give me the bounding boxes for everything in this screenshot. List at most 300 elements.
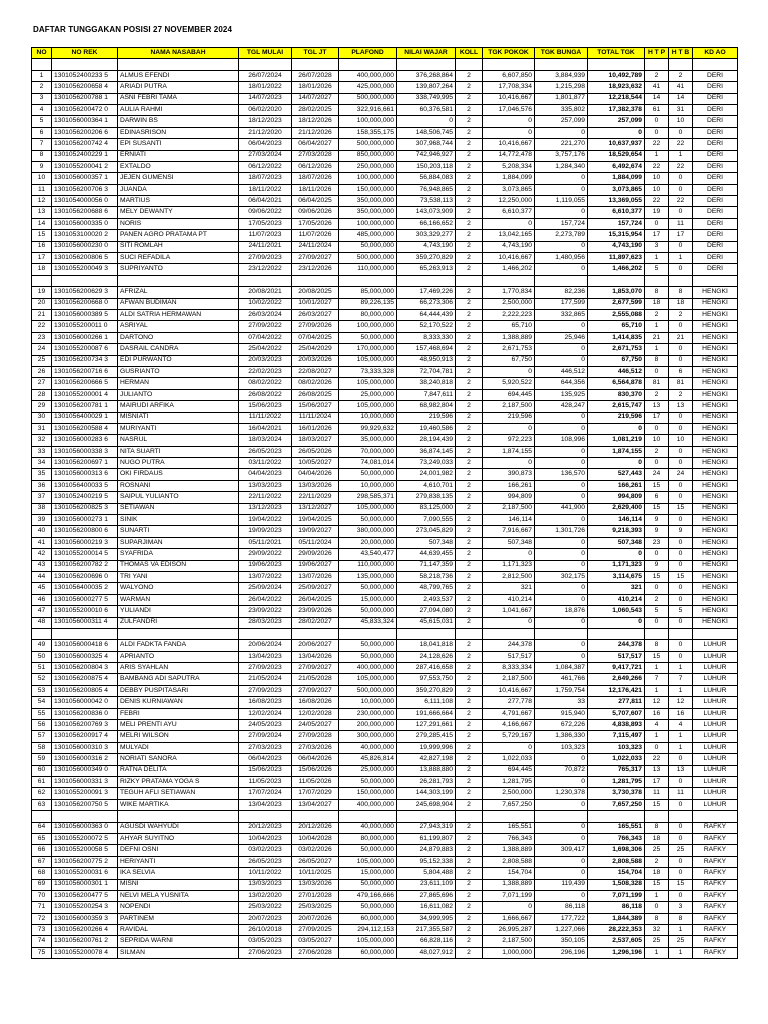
empty-cell	[397, 628, 456, 639]
table-cell: AFRIZAL	[118, 287, 239, 298]
table-cell: 1	[645, 890, 669, 901]
table-cell: 50,000,000	[339, 879, 397, 890]
table-cell: 14	[669, 93, 693, 104]
table-cell: 2	[456, 127, 483, 138]
table-cell: 12,218,544	[588, 93, 645, 104]
table-cell: 1,508,328	[588, 879, 645, 890]
table-row	[32, 515, 738, 526]
table-cell: 43	[32, 560, 52, 571]
empty-cell	[483, 59, 535, 70]
table-cell: 83,125,000	[397, 503, 456, 514]
column-header: TGK POKOK	[483, 48, 535, 59]
table-cell: 1301055200058 5	[52, 845, 118, 856]
column-header: KOLL	[456, 48, 483, 59]
table-cell: 18/12/2023	[239, 116, 292, 127]
table-cell: 05/11/2021	[239, 537, 292, 548]
table-cell: 1301056200716 6	[52, 366, 118, 377]
table-cell: 0	[535, 127, 588, 138]
table-cell: 22	[669, 139, 693, 150]
table-cell: 177,722	[535, 913, 588, 924]
table-cell: DERI	[693, 207, 738, 218]
table-cell: HENGKI	[693, 446, 738, 457]
table-cell: 80,000,000	[339, 309, 397, 320]
table-cell: 13/03/2023	[239, 879, 292, 890]
table-row	[32, 708, 738, 719]
table-cell: 1301055200001 4	[52, 389, 118, 400]
table-cell: LUHUR	[693, 720, 738, 731]
table-cell: 1301056200769 3	[52, 720, 118, 731]
table-cell: 1,386,330	[535, 731, 588, 742]
table-cell: MARTIUS	[118, 196, 239, 207]
table-row	[32, 640, 738, 651]
table-cell: 2	[456, 469, 483, 480]
table-cell: 1301056000301 1	[52, 879, 118, 890]
table-cell: 10/05/2027	[292, 458, 339, 469]
arrears-table	[31, 47, 738, 959]
table-cell: 410,214	[588, 594, 645, 605]
table-cell: 0	[535, 777, 588, 788]
table-cell: 73,333,328	[339, 366, 397, 377]
table-cell: 1	[32, 70, 52, 81]
table-cell: HENGKI	[693, 423, 738, 434]
table-cell: 1,000,000	[483, 947, 535, 958]
table-cell: RAFKY	[693, 833, 738, 844]
table-cell: APRIANTO	[118, 651, 239, 662]
table-cell: 41	[669, 82, 693, 93]
table-cell: 2	[456, 606, 483, 617]
table-cell: 105,000,000	[339, 401, 397, 412]
table-cell: 0	[645, 127, 669, 138]
table-cell: 14	[645, 93, 669, 104]
table-cell: 86,118	[535, 902, 588, 913]
table-cell: 2,500,000	[483, 788, 535, 799]
table-row	[32, 458, 738, 469]
table-cell: 143,073,909	[397, 207, 456, 218]
table-cell: 103,323	[588, 742, 645, 753]
table-cell: 0	[535, 355, 588, 366]
table-cell: 1,666,667	[483, 913, 535, 924]
empty-cell	[292, 811, 339, 822]
table-cell: BAMBANG ADI SAPUTRA	[118, 674, 239, 685]
table-cell: 507,348	[397, 537, 456, 548]
table-cell: 85,000,000	[339, 287, 397, 298]
table-row	[32, 344, 738, 355]
table-cell: 0	[535, 423, 588, 434]
table-cell: 23	[645, 537, 669, 548]
table-cell: 2	[456, 93, 483, 104]
table-cell: 40,000,000	[339, 822, 397, 833]
table-cell: 200,000,000	[339, 720, 397, 731]
table-cell: 2	[456, 537, 483, 548]
table-cell: 56,884,083	[397, 173, 456, 184]
table-cell: 1,414,835	[588, 332, 645, 343]
table-cell: 22/11/2029	[292, 492, 339, 503]
table-cell: 16	[669, 708, 693, 719]
table-row	[32, 799, 738, 810]
table-cell: 219,596	[588, 412, 645, 423]
table-cell: 7,090,555	[397, 515, 456, 526]
table-cell: 16	[645, 708, 669, 719]
table-cell: LUHUR	[693, 651, 738, 662]
table-cell: RAFKY	[693, 856, 738, 867]
table-cell: 50,000,000	[339, 515, 397, 526]
table-cell: 42	[32, 549, 52, 560]
table-cell: 5,920,522	[483, 378, 535, 389]
empty-cell	[52, 59, 118, 70]
table-cell: 24	[32, 344, 52, 355]
table-cell: 70,000,000	[339, 446, 397, 457]
empty-cell	[535, 811, 588, 822]
table-cell: 108,996	[535, 435, 588, 446]
table-cell: RAFKY	[693, 845, 738, 856]
table-cell: 2	[456, 651, 483, 662]
table-cell: 694,445	[483, 765, 535, 776]
table-cell: 23/09/2026	[292, 606, 339, 617]
table-cell: 15	[645, 503, 669, 514]
table-cell: 6	[645, 492, 669, 503]
table-cell: 257,099	[535, 116, 588, 127]
table-cell: 11/05/2023	[239, 777, 292, 788]
table-cell: 2	[456, 332, 483, 343]
empty-cell	[669, 628, 693, 639]
table-cell: 97,553,750	[397, 674, 456, 685]
table-cell: 1,281,795	[483, 777, 535, 788]
empty-cell	[397, 275, 456, 286]
table-cell: RAFKY	[693, 879, 738, 890]
table-row	[32, 127, 738, 138]
table-cell: RAVIDAL	[118, 925, 239, 936]
table-cell: 21/05/2024	[239, 674, 292, 685]
table-cell: 20/08/2025	[292, 287, 339, 298]
table-cell: 10,000,000	[339, 697, 397, 708]
table-cell: HENGKI	[693, 435, 738, 446]
spacer-row	[32, 59, 738, 70]
table-cell: 25	[32, 355, 52, 366]
table-cell: 17	[645, 230, 669, 241]
table-cell: 296,196	[535, 947, 588, 958]
table-cell: 0	[588, 617, 645, 628]
table-cell: 2,555,088	[588, 309, 645, 320]
table-cell: 7,657,250	[483, 799, 535, 810]
table-cell: 10,000,000	[339, 412, 397, 423]
table-cell: 0	[483, 116, 535, 127]
table-cell: 1,022,033	[483, 754, 535, 765]
table-cell: 45,833,324	[339, 617, 397, 628]
table-cell: 53	[32, 685, 52, 696]
table-row	[32, 196, 738, 207]
table-cell: RAFKY	[693, 902, 738, 913]
table-cell: EPI SUSANTI	[118, 139, 239, 150]
table-cell: 10/04/2028	[292, 833, 339, 844]
table-cell: 1,041,667	[483, 606, 535, 617]
table-cell: 52	[32, 674, 52, 685]
table-cell: 4,743,190	[483, 241, 535, 252]
table-cell: 80,000,000	[339, 833, 397, 844]
table-cell: 61	[32, 777, 52, 788]
table-cell: 24,879,883	[397, 845, 456, 856]
table-cell: MELRI WILSON	[118, 731, 239, 742]
table-cell: 4,791,667	[483, 708, 535, 719]
table-cell: DERI	[693, 173, 738, 184]
table-cell: AFWAN BUDIMAN	[118, 298, 239, 309]
table-cell: 338,749,995	[397, 93, 456, 104]
table-cell: LUHUR	[693, 777, 738, 788]
table-cell: 24/05/2023	[239, 720, 292, 731]
table-cell: 13	[669, 765, 693, 776]
table-cell: OKI FIRDAUS	[118, 469, 239, 480]
spacer-row	[32, 811, 738, 822]
table-cell: 26/05/2023	[239, 446, 292, 457]
table-cell: 2	[456, 241, 483, 252]
table-cell: 1,215,298	[535, 82, 588, 93]
table-cell: JEJEN GUMENSI	[118, 173, 239, 184]
table-row	[32, 754, 738, 765]
table-cell: 279,838,135	[397, 492, 456, 503]
empty-cell	[339, 59, 397, 70]
table-cell: 1301056000335 0	[52, 218, 118, 229]
table-cell: 0	[645, 617, 669, 628]
table-row	[32, 936, 738, 947]
table-cell: LUHUR	[693, 697, 738, 708]
table-cell: ASNI FEBRI TAMA	[118, 93, 239, 104]
table-cell: 29	[32, 401, 52, 412]
table-row	[32, 480, 738, 491]
table-cell: 294,112,153	[339, 925, 397, 936]
table-cell: 65,263,913	[397, 264, 456, 275]
table-row	[32, 777, 738, 788]
empty-cell	[588, 811, 645, 822]
table-cell: 10/01/2027	[292, 298, 339, 309]
table-cell: LUHUR	[693, 708, 738, 719]
table-cell: 11/05/2026	[292, 777, 339, 788]
table-cell: 0	[535, 207, 588, 218]
table-cell: 485,000,000	[339, 230, 397, 241]
table-cell: 1301056000331 3	[52, 777, 118, 788]
table-cell: 63	[32, 799, 52, 810]
table-cell: 27/06/2028	[292, 947, 339, 958]
empty-cell	[588, 59, 645, 70]
table-cell: 7	[32, 139, 52, 150]
table-cell: LUHUR	[693, 663, 738, 674]
table-cell: 06/04/2027	[292, 139, 339, 150]
table-cell: MISNI	[118, 879, 239, 890]
table-cell: 1301056200761 2	[52, 936, 118, 947]
table-cell: RAFKY	[693, 868, 738, 879]
table-cell: 21/05/2028	[292, 674, 339, 685]
table-row	[32, 321, 738, 332]
table-cell: 60,000,000	[339, 947, 397, 958]
table-cell: 0	[535, 492, 588, 503]
table-cell: 22	[669, 161, 693, 172]
column-header: H T B	[669, 48, 693, 59]
table-cell: 17	[32, 253, 52, 264]
table-cell: 24,128,626	[397, 651, 456, 662]
table-cell: 11	[32, 184, 52, 195]
table-cell: 14,772,478	[483, 150, 535, 161]
table-cell: NORIS	[118, 218, 239, 229]
table-cell: 0	[669, 822, 693, 833]
table-cell: AHYAR SUYITNO	[118, 833, 239, 844]
table-cell: 321	[588, 583, 645, 594]
table-cell: 4	[32, 104, 52, 115]
table-cell: 18/07/2023	[239, 173, 292, 184]
table-cell: 10	[645, 435, 669, 446]
table-cell: 2	[456, 571, 483, 582]
table-cell: 15/06/2023	[239, 765, 292, 776]
empty-cell	[535, 275, 588, 286]
table-cell: 446,512	[588, 366, 645, 377]
table-cell: 28/02/2027	[292, 617, 339, 628]
table-cell: 0	[669, 423, 693, 434]
table-cell: 2	[456, 845, 483, 856]
empty-cell	[32, 628, 52, 639]
table-cell: 170,000,000	[339, 344, 397, 355]
table-row	[32, 241, 738, 252]
table-cell: 26/10/2018	[239, 925, 292, 936]
table-row	[32, 765, 738, 776]
table-cell: 1,388,889	[483, 845, 535, 856]
table-cell: 15,000,000	[339, 868, 397, 879]
table-cell: 12,250,000	[483, 196, 535, 207]
table-cell: 2	[456, 355, 483, 366]
table-cell: 302,175	[535, 571, 588, 582]
table-cell: 1,084,387	[535, 663, 588, 674]
table-cell: SITI ROMLAH	[118, 241, 239, 252]
table-cell: MISNIATI	[118, 412, 239, 423]
table-cell: 2	[456, 116, 483, 127]
table-cell: 7,071,199	[483, 890, 535, 901]
table-cell: LUHUR	[693, 674, 738, 685]
table-cell: 0	[669, 515, 693, 526]
table-cell: 16/08/2023	[239, 697, 292, 708]
table-cell: 1301056200266 4	[52, 925, 118, 936]
table-cell: HENGKI	[693, 287, 738, 298]
table-cell: YULIANDI	[118, 606, 239, 617]
table-cell: 13	[645, 765, 669, 776]
table-cell: 12	[669, 697, 693, 708]
table-cell: 18	[645, 298, 669, 309]
table-row	[32, 412, 738, 423]
table-cell: 18	[669, 298, 693, 309]
table-cell: 10/11/2025	[292, 868, 339, 879]
table-cell: 50,000,000	[339, 469, 397, 480]
table-cell: 2	[456, 70, 483, 81]
table-cell: 1301056200588 4	[52, 423, 118, 434]
table-row	[32, 287, 738, 298]
table-cell: 1,770,834	[483, 287, 535, 298]
table-cell: 298,585,371	[339, 492, 397, 503]
table-cell: 0	[483, 366, 535, 377]
table-cell: 10	[32, 173, 52, 184]
table-cell: 2	[456, 765, 483, 776]
table-cell: 0	[535, 412, 588, 423]
table-cell: 2	[456, 913, 483, 924]
table-cell: DERI	[693, 104, 738, 115]
table-cell: 03/05/2023	[239, 936, 292, 947]
table-cell: 1,759,754	[535, 685, 588, 696]
table-cell: 2	[456, 754, 483, 765]
table-cell: 05/11/2024	[292, 537, 339, 548]
table-cell: 1,874,155	[483, 446, 535, 457]
table-cell: 7,847,611	[397, 389, 456, 400]
table-cell: 57	[32, 731, 52, 742]
table-cell: LUHUR	[693, 754, 738, 765]
table-cell: 13/04/2023	[239, 799, 292, 810]
table-cell: 507,348	[588, 537, 645, 548]
table-cell: 0	[535, 754, 588, 765]
table-cell: 2	[456, 366, 483, 377]
table-cell: 32	[645, 925, 669, 936]
table-cell: 3,757,176	[535, 150, 588, 161]
table-cell: 1	[645, 731, 669, 742]
table-cell: 27,865,696	[397, 890, 456, 901]
table-cell: 35,000,000	[339, 435, 397, 446]
table-cell: 52,170,522	[397, 321, 456, 332]
table-cell: 350,105	[535, 936, 588, 947]
table-cell: 2	[456, 925, 483, 936]
table-cell: 27/03/2023	[239, 742, 292, 753]
table-cell: 1301056000338 3	[52, 446, 118, 457]
table-cell: 71	[32, 902, 52, 913]
table-cell: 25	[645, 936, 669, 947]
table-cell: 110,000,000	[339, 560, 397, 571]
table-row	[32, 423, 738, 434]
table-row	[32, 617, 738, 628]
table-cell: 14/07/2023	[239, 93, 292, 104]
table-cell: 25,946	[535, 332, 588, 343]
table-cell: 33	[32, 446, 52, 457]
table-cell: 0	[588, 549, 645, 560]
empty-cell	[292, 59, 339, 70]
table-cell: 8	[645, 822, 669, 833]
table-cell: 6,111,108	[397, 697, 456, 708]
table-cell: THOMAS VA EDISON	[118, 560, 239, 571]
table-cell: 27/09/2027	[292, 685, 339, 696]
table-cell: 8	[669, 287, 693, 298]
table-cell: AULIA RAHMI	[118, 104, 239, 115]
table-cell: ARIS SYAHLAN	[118, 663, 239, 674]
table-cell: 18,529,654	[588, 150, 645, 161]
table-cell: 73,249,033	[397, 458, 456, 469]
table-cell: 2	[456, 594, 483, 605]
empty-cell	[339, 811, 397, 822]
table-cell: 1301055200091 3	[52, 788, 118, 799]
table-row	[32, 663, 738, 674]
table-cell: 1301056200666 5	[52, 378, 118, 389]
table-cell: 0	[535, 833, 588, 844]
table-cell: SETIAWAN	[118, 503, 239, 514]
table-cell: 2	[456, 663, 483, 674]
table-cell: 2,500,000	[483, 298, 535, 309]
table-cell: 0	[645, 458, 669, 469]
table-cell: LUHUR	[693, 685, 738, 696]
table-cell: ALMUS EFENDI	[118, 70, 239, 81]
table-cell: 191,666,664	[397, 708, 456, 719]
table-cell: 0	[535, 446, 588, 457]
table-row	[32, 571, 738, 582]
table-cell: 67,750	[588, 355, 645, 366]
table-cell: 1,230,378	[535, 788, 588, 799]
table-cell: 2,812,500	[483, 571, 535, 582]
table-cell: 2,222,223	[483, 309, 535, 320]
table-cell: 1,227,066	[535, 925, 588, 936]
table-row	[32, 606, 738, 617]
table-cell: 2	[456, 617, 483, 628]
table-cell: 10	[669, 116, 693, 127]
table-cell: 06/04/2026	[292, 754, 339, 765]
table-cell: 16/04/2021	[239, 423, 292, 434]
table-row	[32, 446, 738, 457]
